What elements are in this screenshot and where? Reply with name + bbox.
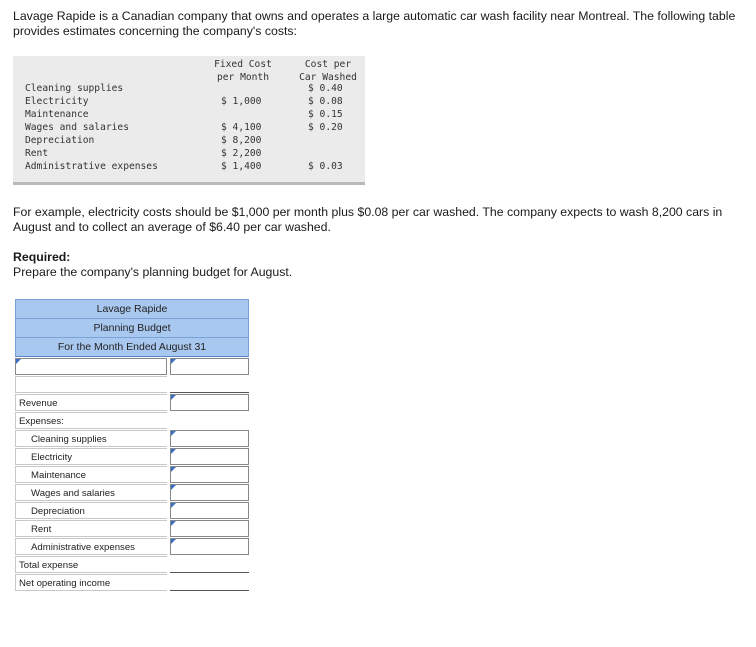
expenses-row xyxy=(15,412,249,430)
expense-label: Maintenance xyxy=(15,466,167,483)
administrative-expenses-input[interactable] xyxy=(170,538,249,555)
fixed-cost-header xyxy=(208,58,278,84)
total-expense-value xyxy=(170,556,249,573)
cost-row-label: Maintenance xyxy=(25,109,89,120)
blank-value-cell xyxy=(170,376,249,393)
input-marker-icon xyxy=(171,467,176,472)
expense-row-cleaning xyxy=(15,430,249,448)
required-text: Prepare the company's planning budget for August. xyxy=(13,265,293,279)
electricity-input[interactable] xyxy=(170,448,249,465)
expense-label: Rent xyxy=(15,520,167,537)
planning-budget-form xyxy=(15,299,249,647)
fixed-cost-value: $ 1,400 xyxy=(221,161,262,172)
input-marker-icon xyxy=(171,503,176,508)
blank-label-cell xyxy=(15,376,167,393)
per-car-header-line2: Car Washed xyxy=(299,72,357,83)
example-text: For example, electricity costs should be $1,000 per month plus $0.08 per car washed. The company expects to wash 8,200 cars in August and to collect an average of $6.40 per car washed. xyxy=(13,205,723,234)
net-operating-income-row xyxy=(15,574,249,592)
expense-label: Depreciation xyxy=(15,502,167,519)
fixed-cost-header-line2: per Month xyxy=(217,72,269,83)
input-marker-icon xyxy=(16,359,21,364)
net-operating-income-value xyxy=(170,574,249,591)
per-car-value: $ 0.15 xyxy=(308,109,343,120)
per-car-header xyxy=(293,58,363,84)
per-car-value: $ 0.20 xyxy=(308,122,343,133)
per-car-value: $ 0.08 xyxy=(308,96,343,107)
revenue-input[interactable] xyxy=(170,394,249,411)
net-operating-income-label: Net operating income xyxy=(15,574,167,591)
revenue-row xyxy=(15,394,249,412)
maintenance-input[interactable] xyxy=(170,466,249,483)
cost-row-label: Wages and salaries xyxy=(25,122,129,133)
expense-label: Cleaning supplies xyxy=(15,430,167,447)
input-marker-icon xyxy=(171,431,176,436)
expense-row-rent xyxy=(15,520,249,538)
wages-salaries-input[interactable] xyxy=(170,484,249,501)
fixed-cost-value: $ 2,200 xyxy=(221,148,262,159)
input-marker-icon xyxy=(171,521,176,526)
problem-intro: Lavage Rapide is a Canadian company that owns and operates a large automatic car wash facility near Montreal. The following table provides estimates concerning the company's costs: xyxy=(13,9,736,38)
cost-row-label: Depreciation xyxy=(25,135,95,146)
per-car-value: $ 0.40 xyxy=(308,83,343,94)
header-value-input[interactable] xyxy=(170,358,249,375)
header-input-row xyxy=(15,358,249,376)
expense-row-admin xyxy=(15,538,249,556)
fixed-cost-header-line1: Fixed Cost xyxy=(214,59,272,70)
cleaning-supplies-input[interactable] xyxy=(170,430,249,447)
input-marker-icon xyxy=(171,485,176,490)
expense-row-maintenance xyxy=(15,466,249,484)
expense-label: Electricity xyxy=(15,448,167,465)
rent-input[interactable] xyxy=(170,520,249,537)
cost-row-label: Administrative expenses xyxy=(25,161,158,172)
total-expense-label: Total expense xyxy=(15,556,167,573)
expense-label: Wages and salaries xyxy=(15,484,167,501)
header-label-input[interactable] xyxy=(15,358,167,375)
budget-title: Planning Budget xyxy=(15,318,249,337)
per-car-header-line1: Cost per xyxy=(304,59,352,70)
revenue-label: Revenue xyxy=(15,394,167,411)
total-expense-row xyxy=(15,556,249,574)
fixed-cost-value: $ 4,100 xyxy=(221,122,262,133)
input-marker-icon xyxy=(171,359,176,364)
fixed-cost-value: $ 1,000 xyxy=(221,96,262,107)
per-car-value: $ 0.03 xyxy=(308,161,343,172)
expense-row-electricity xyxy=(15,448,249,466)
budget-company-name: Lavage Rapide xyxy=(15,299,249,318)
input-marker-icon xyxy=(171,395,176,400)
expenses-label: Expenses: xyxy=(15,412,167,429)
cost-row-label: Rent xyxy=(25,148,49,159)
input-marker-icon xyxy=(171,539,176,544)
expense-label: Administrative expenses xyxy=(15,538,167,555)
cost-estimate-table xyxy=(13,56,365,185)
blank-row xyxy=(15,376,249,394)
required-heading: Required: xyxy=(13,250,71,264)
depreciation-input[interactable] xyxy=(170,502,249,519)
fixed-cost-value: $ 8,200 xyxy=(221,135,262,146)
cost-row-label: Cleaning supplies xyxy=(25,83,124,94)
expense-row-wages xyxy=(15,484,249,502)
expense-row-depreciation xyxy=(15,502,249,520)
cost-row-label: Electricity xyxy=(25,96,89,107)
budget-period: For the Month Ended August 31 xyxy=(15,337,249,357)
input-marker-icon xyxy=(171,449,176,454)
